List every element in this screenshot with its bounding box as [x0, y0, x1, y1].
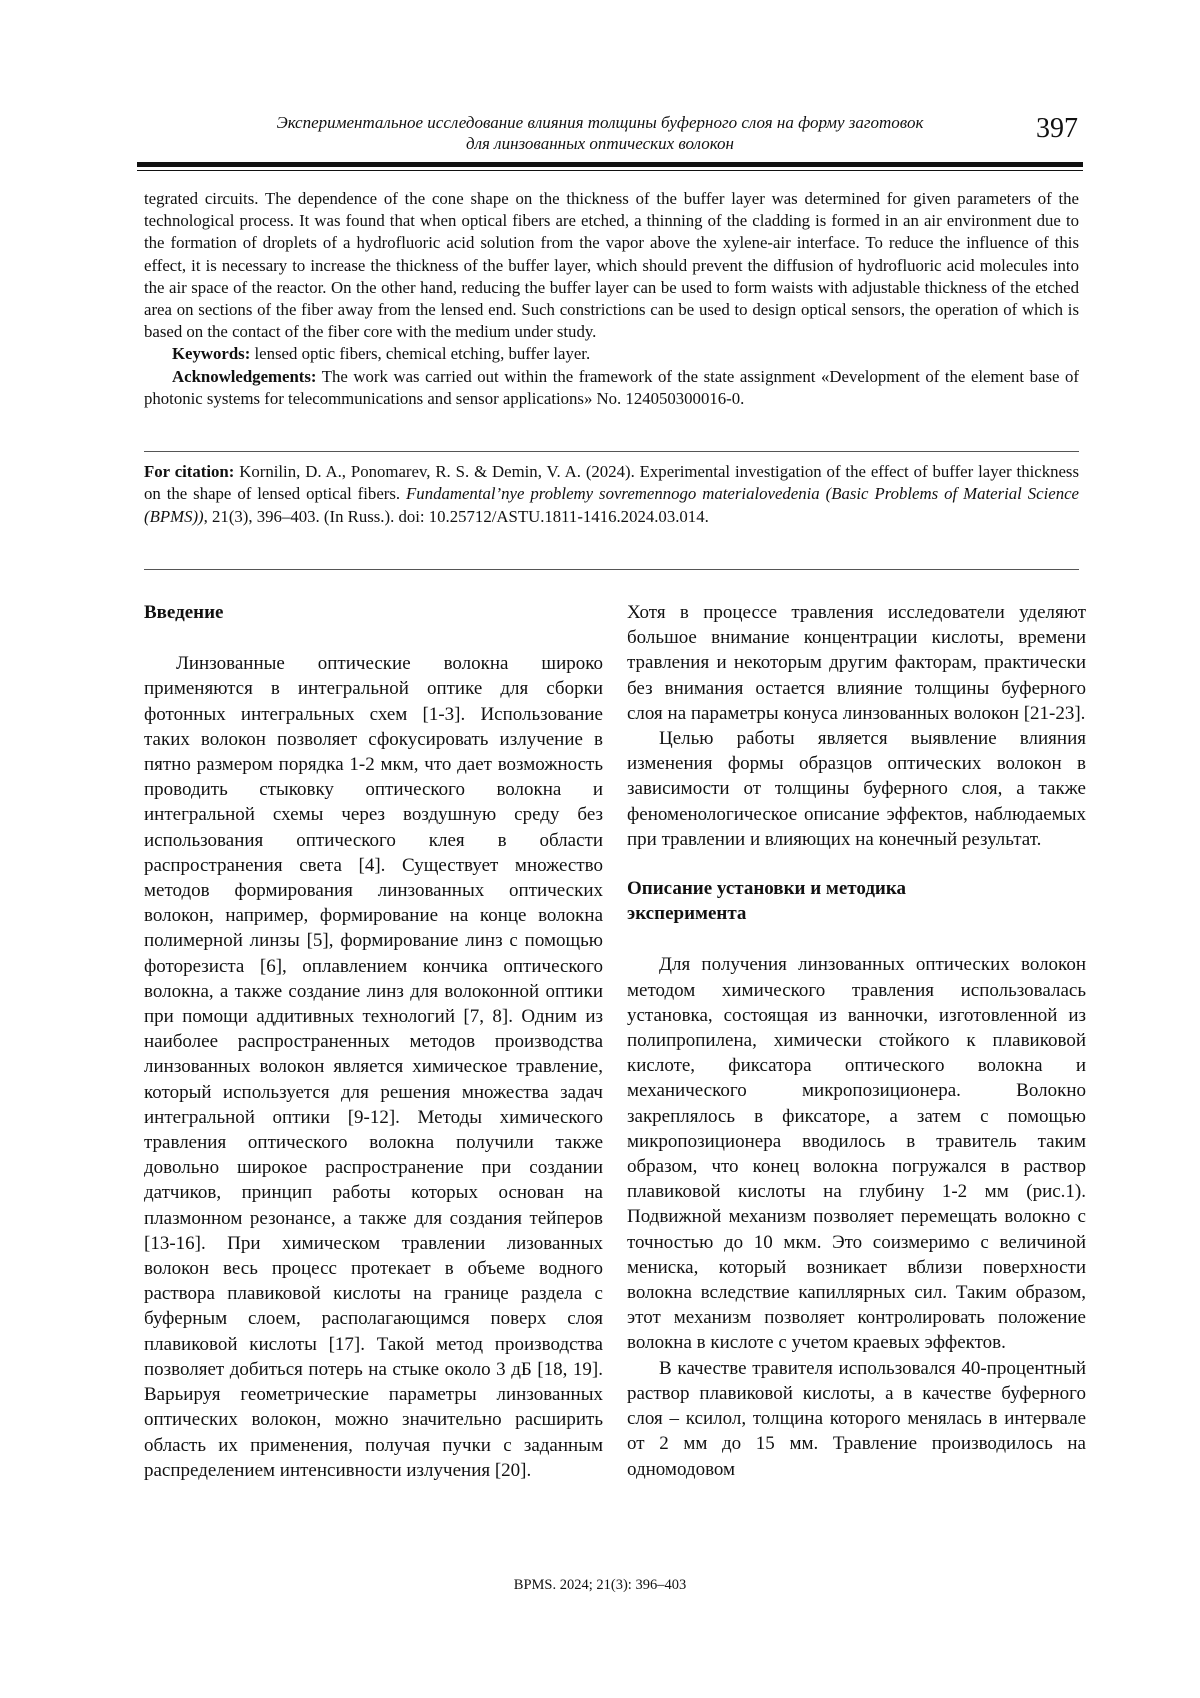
section-heading-setup-line1: Описание установки и методика: [627, 878, 907, 900]
right-paragraph-2: Целью работы является выявление влияния изменения формы образцов оптических волокон в зависимости от толщины буферного слоя, а также феноменологическое описание эффектов, наблюдаемых при травлении и влияющих на конечный результат.: [627, 728, 1086, 850]
header-rule-thick: [137, 162, 1083, 167]
running-head-title: [215, 112, 985, 154]
citation-journal: Fundamental’nye problemy sovremennogo materialovedenia (Basic Problems of Material Science (BPMS)): [144, 484, 1080, 526]
right-column: [627, 600, 1086, 1482]
page-footer: BPMS. 2024; 21(3): 396–403: [513, 1577, 687, 1593]
keywords-text: lensed optic fibers, chemical etching, buffer layer.: [250, 344, 591, 364]
acknowledgements-label: Acknowledgements:: [172, 366, 317, 386]
keywords-line: [144, 343, 1079, 365]
section-heading-setup-line2: эксперимента: [627, 903, 747, 925]
citation-block: [144, 461, 1079, 528]
intro-paragraph: Линзованные оптические волокна широко применяются в интегральной оптике для сборки фотонных интегральных схем [1-3]. Использование таких волокон позволяет сфокусировать излучение в пятно размером порядка 1-2 мкм, что дает возможность проводить стыковку оптического волокна и интегральной схемы через воздушную среду без использования оптического клея в области распространения света [4]. Существует множество методов формирования линзованных оптических волокон, например, формирование на конце волокна полимерной линзы [5], формирование линз с помощью фоторезиста [6], оплавлением кончика оптического волокна, а также создание линз для волоконной оптики при помощи аддитивных технологий [7, 8]. Одним из наиболее распространенных методов производства линзованных волокон является химическое травление, который используется для решения множества задач интегральной оптики [9-12]. Методы химического травления оптического волокна получили также довольно широкое распространение при создании датчиков, принцип работы которых основан на плазмонном резонансе, а также для создания тейперов [13-16]. При химическом травлении лизованных волокон весь процесс протекает в объеме водного раствора плавиковой кислоты на границе раздела с буферным слоем, располагающимся поверх слоя плавиковой кислоты [17]. Такой метод производства позволяет добиться потерь на стыке около 3 дБ [18, 19]. Варьируя геометрические параметры линзованных оптических волокон, можно значительно расширить область их применения, получая пучки с заданным распределением интенсивности излучения [20].: [144, 653, 603, 1481]
spacer: [627, 852, 1086, 876]
running-head-title-line2: для линзованных оптических волокон: [466, 134, 734, 153]
left-column: [144, 600, 603, 1483]
section-heading-introduction: Введение: [144, 602, 224, 623]
keywords-label: Keywords:: [172, 344, 251, 364]
citation-rule-top: [144, 451, 1079, 452]
abstract-text: tegrated circuits. The dependence of the cone shape on the thickness of the buffer layer was determined for given parameters of the technological process. It was found that when optical fibers are etched, a thinning of the cladding is formed in an air environment due to the formation of droplets of a hydrofluoric acid solution from the vapor above the xylene-air interface. To reduce the influence of this effect, it is necessary to increase the thickness of the buffer layer, which should prevent the diffusion of hydrofluoric acid molecules into the air space of the reactor. On the other hand, reducing the buffer layer can be used to form waists with adjustable thickness of the etched area on sections of the fiber away from the lensed end. Such constrictions can be used to design optical sensors, the operation of which is based on the contact of the fiber core with the medium under study.: [144, 189, 1079, 342]
citation-text-after: , 21(3), 396–403. (In Russ.). doi: 10.25712/ASTU.1811-1416.2024.03.014.: [203, 506, 709, 526]
citation-text-before: Kornilin, D. A., Ponomarev, R. S. & Demin, V. A. (2024). Experimental investigation of the effect of buffer layer thickness on the shape of lensed optical fibers.: [144, 462, 1079, 504]
running-head-title-line1: Экспериментальное исследование влияния толщины буферного слоя на форму заготовок: [276, 113, 924, 132]
citation-label: For citation:: [144, 462, 235, 481]
header-rule-thin: [137, 170, 1083, 171]
page-number: 397: [1036, 113, 1078, 144]
right-paragraph-3: Для получения линзованных оптических волокон методом химического травления использовалась установка, состоящая из ванночки, изготовленной из полипропилена, химически стойкого к плавиковой кислоте, фиксатора оптического волокна и механического микропозиционера. Волокно закреплялось в фиксаторе, а затем с помощью микропозиционера вводилось в травитель таким образом, что конец волокна погружался в раствор плавиковой кислоты на глубину 1-2 мм (рис.1). Подвижной механизм позволяет перемещать волокно с точностью до 10 мкм. Это соизмеримо с величиной мениска, который возникает вблизи поверхности волокна вследствие капиллярных сил. Таким образом, этот механизм позволяет контролировать положение волокна в кислоте с учетом краевых эффектов.: [627, 954, 1086, 1354]
right-paragraph-1: Хотя в процессе травления исследователи уделяют большое внимание концентрации кислоты, времени травления и некоторым другим факторам, практически без внимания остается влияние толщины буферного слоя на параметры конуса линзованных волокон [21-23].: [627, 602, 1086, 724]
citation-rule-bottom: [144, 569, 1079, 570]
right-paragraph-4: В качестве травителя использовался 40-процентный раствор плавиковой кислоты, а в качестве буферного слоя – ксилол, толщина которого менялась в интервале от 2 мм до 15 мм. Травление производилось на одномодовом: [627, 1357, 1086, 1480]
acknowledgements-line: [144, 366, 1079, 410]
abstract-block: [144, 188, 1079, 410]
acknowledgements-text: The work was carried out within the framework of the state assignment «Development of the element base of photonic systems for telecommunications and sensor applications» No. 124050300016-0.: [144, 366, 1079, 408]
